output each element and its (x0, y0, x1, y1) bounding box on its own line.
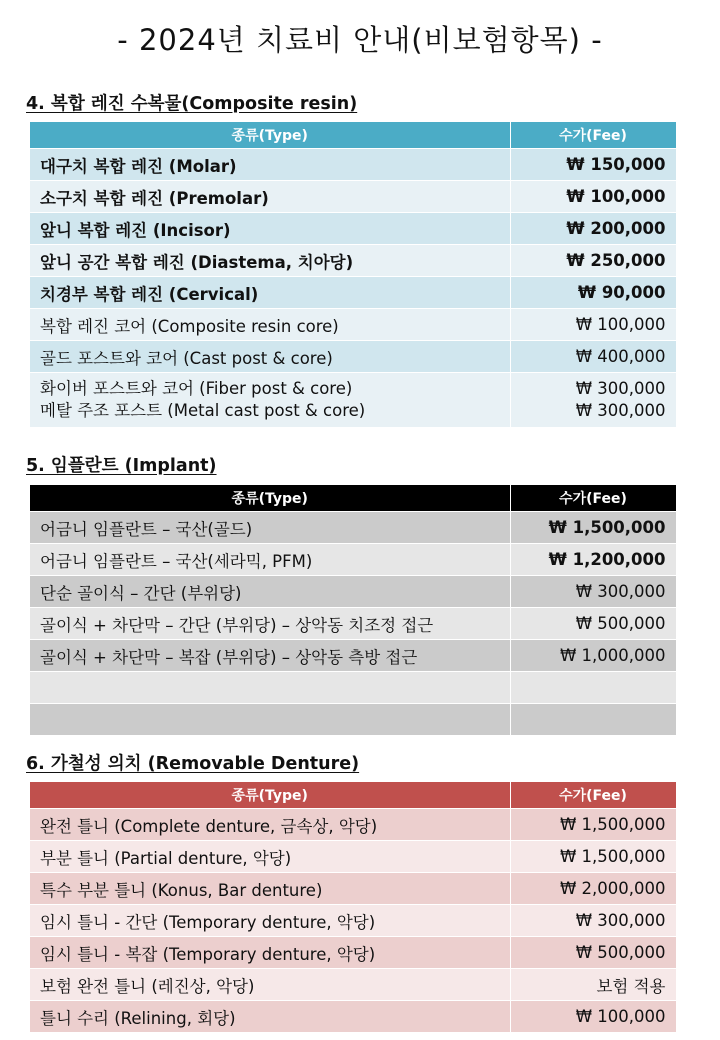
table-row (30, 149, 676, 181)
table-row (30, 704, 676, 736)
row-fee-cell: ₩ 400,000 (510, 341, 676, 373)
row-fee-cell: ₩ 1,500,000 (510, 841, 676, 873)
row-fee-cell (510, 704, 676, 736)
table-row (30, 809, 676, 841)
header-fee: 수가(Fee) (510, 782, 676, 809)
composite-resin-fee-table (30, 122, 677, 427)
row-fee-cell (510, 373, 676, 428)
table-body (30, 809, 676, 1033)
table-row (30, 373, 676, 428)
table-row (30, 213, 676, 245)
row-fee-cell: ₩ 300,000 (510, 905, 676, 937)
row-type-cell: 완전 틀니 (Complete denture, 금속상, 악당) (30, 809, 510, 841)
row-type-cell: 어금니 임플란트 – 국산(세라믹, PFM) (30, 544, 510, 576)
row-fee-cell: ₩ 150,000 (510, 149, 676, 181)
table-row (30, 672, 676, 704)
row-type-cell: 임시 틀니 - 간단 (Temporary denture, 악당) (30, 905, 510, 937)
row-type-cell (30, 672, 510, 704)
row-fee-cell: ₩ 200,000 (510, 213, 676, 245)
row-type-cell: 어금니 임플란트 – 국산(골드) (30, 512, 510, 544)
table-row (30, 341, 676, 373)
row-type-cell: 골이식 + 차단막 – 복잡 (부위당) – 상악동 측방 접근 (30, 640, 510, 672)
row-fee-value: ₩ 300,000 (575, 401, 666, 420)
section-title-implant: 5. 임플란트 (Implant) (26, 456, 217, 476)
table-header-row (30, 782, 676, 809)
row-type-cell: 단순 골이식 – 간단 (부위당) (30, 576, 510, 608)
row-fee-cell: ₩ 500,000 (510, 937, 676, 969)
row-fee-cell: ₩ 1,500,000 (510, 512, 676, 544)
table-row (30, 576, 676, 608)
section-title-removable-denture: 6. 가철성 의치 (Removable Denture) (26, 754, 360, 774)
row-fee-cell: ₩ 250,000 (510, 245, 676, 277)
section-title-composite-resin: 4. 복합 레진 수복물(Composite resin) (26, 94, 358, 114)
table-body (30, 512, 676, 736)
table-row (30, 277, 676, 309)
table-row (30, 608, 676, 640)
row-type-cell: 골드 포스트와 코어 (Cast post & core) (30, 341, 510, 373)
row-type-cell: 복합 레진 코어 (Composite resin core) (30, 309, 510, 341)
table-row (30, 512, 676, 544)
row-type-cell: 특수 부분 틀니 (Konus, Bar denture) (30, 873, 510, 905)
row-fee-cell: ₩ 300,000 (510, 576, 676, 608)
table-row (30, 905, 676, 937)
row-type-cell (30, 704, 510, 736)
table-row (30, 1001, 676, 1033)
header-type: 종류(Type) (30, 782, 510, 809)
table-row (30, 873, 676, 905)
row-type-cell: 부분 틀니 (Partial denture, 악당) (30, 841, 510, 873)
header-fee: 수가(Fee) (510, 485, 676, 512)
row-fee-cell: ₩ 500,000 (510, 608, 676, 640)
header-fee: 수가(Fee) (510, 122, 676, 149)
row-type-cell: 치경부 복합 레진 (Cervical) (30, 277, 510, 309)
row-type-cell: 틀니 수리 (Relining, 회당) (30, 1001, 510, 1033)
row-type-cell: 보험 완전 틀니 (레진상, 악당) (30, 969, 510, 1001)
row-fee-cell: ₩ 2,000,000 (510, 873, 676, 905)
row-fee-cell (510, 672, 676, 704)
row-type-cell: 앞니 복합 레진 (Incisor) (30, 213, 510, 245)
row-fee-cell: ₩ 100,000 (510, 181, 676, 213)
table-row (30, 640, 676, 672)
row-type-cell: 소구치 복합 레진 (Premolar) (30, 181, 510, 213)
row-fee-cell: ₩ 90,000 (510, 277, 676, 309)
table-row (30, 245, 676, 277)
row-fee-cell: ₩ 100,000 (510, 1001, 676, 1033)
table-row (30, 841, 676, 873)
row-fee-cell: 보험 적용 (510, 969, 676, 1001)
removable-denture-fee-table (30, 782, 677, 1032)
header-type: 종류(Type) (30, 122, 510, 149)
table-header-row (30, 122, 676, 149)
table-body (30, 149, 676, 428)
row-type-label: 메탈 주조 포스트 (Metal cast post & core) (40, 401, 366, 420)
row-type-cell: 앞니 공간 복합 레진 (Diastema, 치아당) (30, 245, 510, 277)
row-type-cell: 임시 틀니 - 복잡 (Temporary denture, 악당) (30, 937, 510, 969)
page-title: - 2024년 치료비 안내(비보험항목) - (117, 23, 603, 57)
row-type-cell (30, 373, 510, 428)
implant-fee-table (30, 485, 677, 735)
row-fee-cell: ₩ 1,000,000 (510, 640, 676, 672)
row-fee-value: ₩ 300,000 (575, 379, 666, 398)
row-type-cell: 골이식 + 차단막 – 간단 (부위당) – 상악동 치조정 접근 (30, 608, 510, 640)
header-type: 종류(Type) (30, 485, 510, 512)
table-row (30, 181, 676, 213)
table-row (30, 937, 676, 969)
table-header-row (30, 485, 676, 512)
row-fee-cell: ₩ 100,000 (510, 309, 676, 341)
row-fee-cell: ₩ 1,500,000 (510, 809, 676, 841)
row-fee-cell: ₩ 1,200,000 (510, 544, 676, 576)
table-row (30, 309, 676, 341)
table-row (30, 969, 676, 1001)
row-type-cell: 대구치 복합 레진 (Molar) (30, 149, 510, 181)
row-type-label: 화이버 포스트와 코어 (Fiber post & core) (40, 379, 353, 398)
table-row (30, 544, 676, 576)
